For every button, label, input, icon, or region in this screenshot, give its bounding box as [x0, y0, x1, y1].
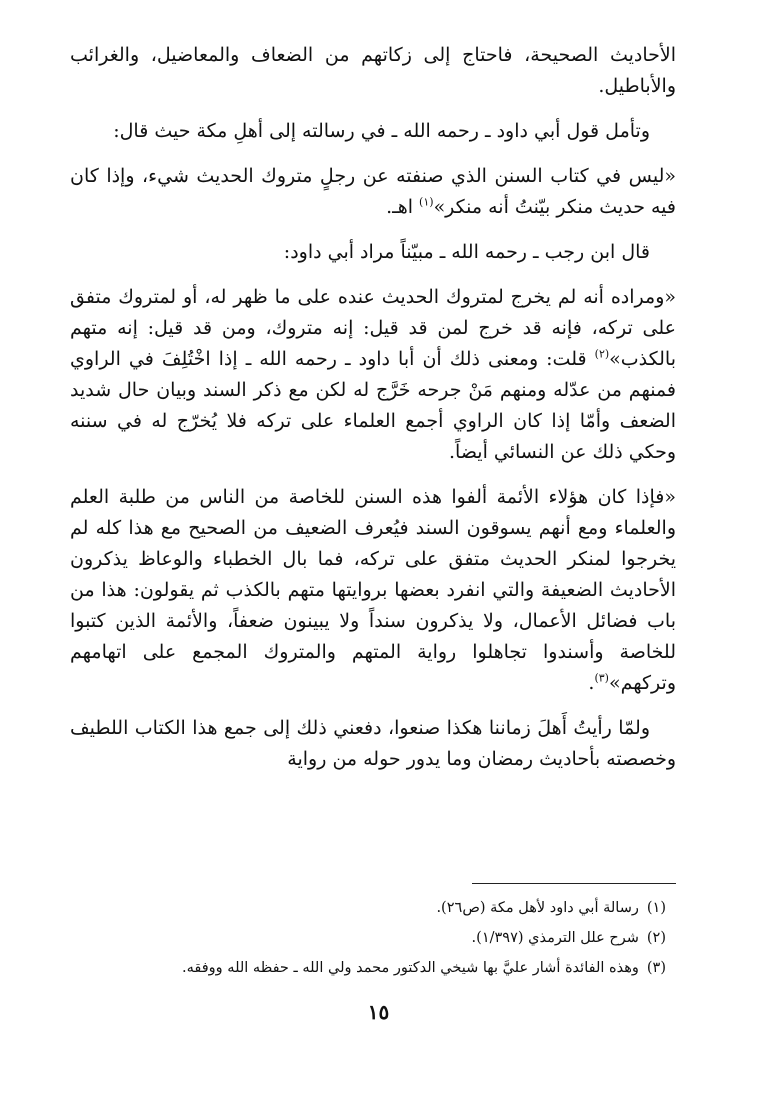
paragraph-1: الأحاديث الصحيحة، فاحتاج إلى زكاتهم من الضعاف والمعاضيل، والغرائب والأباطيل.	[70, 44, 676, 97]
quote-ending: اهـ.	[386, 196, 420, 218]
footnote-3	[70, 953, 666, 983]
quote-scholars: «فإذا كان هؤلاء الأئمة ألفوا هذه السنن للخاصة من الناس من طلبة العلم والعلماء ومع أنهم يسوقون السند فيُعرف الضعيف من الصحيح مع هذا كله لم يخرجوا لمنكر الحديث متفق على تركه، فما بال الخطباء والوعاظ يذكرون الأحاديث الضعيفة والتي انفرد بعضها بروايتها متهم بالكذب ثم يقولون: هذا من باب فضائل الأعمال، ولا يذكرون سنداً ولا يبينون ضعفاً، والأئمة الذين كتبوا للخاصة وأسندوا تجاهلوا رواية المتهم والمتروك المجمع على اتهامهم وتركهم»	[70, 486, 676, 694]
paragraph-6-quote	[70, 482, 676, 699]
page-body	[70, 40, 676, 789]
footnote-ref-3[interactable]: (٣)	[594, 671, 609, 685]
footnote-ref-1[interactable]: (١)	[419, 195, 434, 209]
footnotes-section	[70, 893, 666, 983]
footnote-text: وهذه الفائدة أشار عليَّ بها شيخي الدكتور محمد ولي الله ـ حفظه الله ووفقه.	[182, 960, 639, 976]
page-number: ١٥	[367, 1000, 390, 1024]
footnote-number: (٣)	[646, 960, 666, 976]
footnote-number: (١)	[646, 900, 666, 916]
paragraph-2: وتأمل قول أبي داود ـ رحمه الله ـ في رسالته إلى أهلِ مكة حيث قال:	[113, 120, 650, 142]
quote-period: .	[588, 672, 595, 694]
paragraph-4: قال ابن رجب ـ رحمه الله ـ مبيّناً مراد أبي داود:	[283, 241, 650, 263]
commentary: قلت: ومعنى ذلك أن أبا داود ـ رحمه الله ـ إذا اخْتُلِفَ في الراوي فمنهم من عدّله ومنهم مَنْ جرحه خَرَّج له لكن مع ذكر السند وبيان حال شديد الضعف وأمّا إذا كان الراوي أجمع العلماء على تركه فلا يُخرّج له في سننه وحكي ذلك عن النسائي أيضاً.	[70, 348, 676, 463]
paragraph-7: ولمّا رأيتُ أَهلَ زماننا هكذا صنعوا، دفعني ذلك إلى جمع هذا الكتاب اللطيف وخصصته بأحاديث رمضان وما يدور حوله من رواية	[70, 717, 676, 770]
footnote-ref-2[interactable]: (٢)	[594, 347, 610, 361]
paragraph-5-quote	[70, 282, 676, 468]
footnote-2	[70, 923, 666, 953]
footnote-number: (٢)	[646, 930, 666, 946]
footnote-text: رسالة أبي داود لأهل مكة (ص٢٦).	[436, 900, 639, 916]
footnote-1	[70, 893, 666, 923]
footnote-separator	[472, 883, 676, 884]
paragraph-3-quote	[70, 161, 676, 223]
quote-abu-dawud: «ليس في كتاب السنن الذي صنفته عن رجلٍ متروك الحديث شيء، وإذا كان فيه حديث منكر بيّنتُ أنه منكر»	[70, 165, 676, 218]
footnote-text: شرح علل الترمذي (١/٣٩٧).	[471, 930, 639, 946]
quote-ibn-rajab: «ومراده أنه لم يخرج لمتروك الحديث عنده على ما ظهر له، أو لمتروك متفق على تركه، فإنه قد خرج لمن قد قيل: إنه متروك، ومن قد قيل: إنه متهم بالكذب»	[70, 286, 676, 370]
